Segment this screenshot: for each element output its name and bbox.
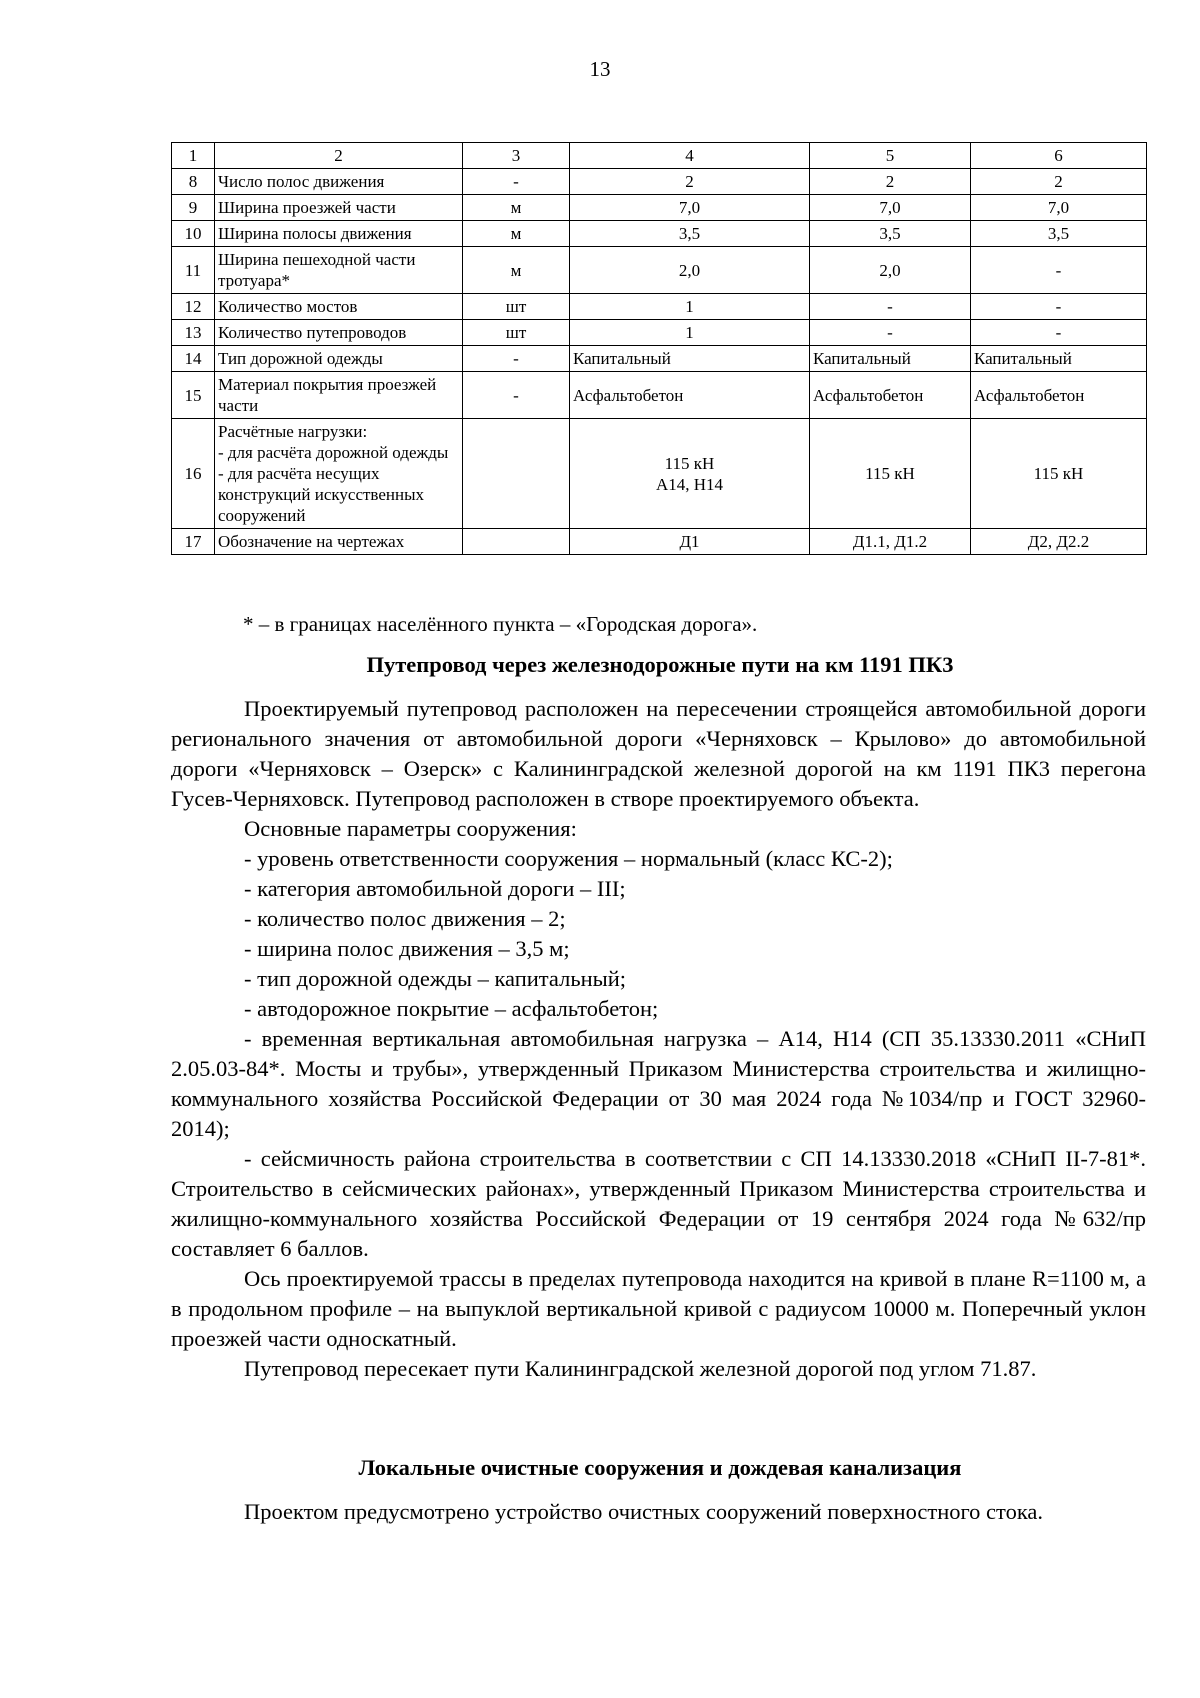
row-value bbox=[570, 419, 810, 529]
list-item: - автодорожное покрытие – асфальтобетон; bbox=[244, 996, 659, 1021]
paragraph: Основные параметры сооружения: bbox=[244, 816, 577, 841]
row-value: Д1.1, Д1.2 bbox=[810, 529, 971, 555]
row-number: 12 bbox=[172, 294, 215, 320]
row-number: 17 bbox=[172, 529, 215, 555]
parameters-table bbox=[171, 142, 1147, 555]
row-value: - bbox=[810, 320, 971, 346]
row-number: 9 bbox=[172, 195, 215, 221]
table-cell: 4 bbox=[570, 143, 810, 169]
row-value: Асфальтобетон bbox=[971, 372, 1147, 419]
row-name-line: - для расчёта несущих конструкций искусственных сооружений bbox=[218, 464, 425, 525]
row-value: - bbox=[971, 247, 1147, 294]
row-value: - bbox=[810, 294, 971, 320]
row-name: Материал покрытия проезжей части bbox=[215, 372, 463, 419]
row-name-line: Расчётные нагрузки: bbox=[218, 422, 368, 441]
paragraph: Проектируемый путепровод расположен на пересечении строящейся автомобильной дороги регионального значения от автомобильной дороги «Черняховск – Крылово» до автомобильной дороги «Черняховск – Озерск» с Калининградской железной дорогой на км 1191 ПК3 перегона Гусев-Черняховск. Путепровод расположен в створе проектируемого объекта. bbox=[171, 696, 1146, 811]
section-body-treatment bbox=[171, 1497, 1146, 1527]
row-value: Капитальный bbox=[971, 346, 1147, 372]
row-number: 13 bbox=[172, 320, 215, 346]
table-cell: 3 bbox=[463, 143, 570, 169]
page-number: 13 bbox=[589, 57, 611, 81]
table-row bbox=[172, 221, 1147, 247]
row-value: Капитальный bbox=[570, 346, 810, 372]
paragraph: Проектом предусмотрено устройство очистных сооружений поверхностного стока. bbox=[244, 1499, 1044, 1524]
section-heading-overpass: Путепровод через железнодорожные пути на км 1191 ПК3 bbox=[366, 652, 954, 677]
row-value: 1 bbox=[570, 294, 810, 320]
row-name: Количество мостов bbox=[215, 294, 463, 320]
row-value: Капитальный bbox=[810, 346, 971, 372]
row-unit: - bbox=[463, 372, 570, 419]
row-name: Количество путепроводов bbox=[215, 320, 463, 346]
table-cell: 1 bbox=[172, 143, 215, 169]
row-value: 2 bbox=[971, 169, 1147, 195]
row-value: - bbox=[971, 294, 1147, 320]
row-name: Ширина проезжей части bbox=[215, 195, 463, 221]
row-unit: - bbox=[463, 346, 570, 372]
row-name: Число полос движения bbox=[215, 169, 463, 195]
row-value: Д1 bbox=[570, 529, 810, 555]
table-row bbox=[172, 169, 1147, 195]
row-value: 2,0 bbox=[570, 247, 810, 294]
row-number: 16 bbox=[172, 419, 215, 529]
row-value: 2 bbox=[810, 169, 971, 195]
list-item: - ширина полос движения – 3,5 м; bbox=[244, 936, 570, 961]
list-item: - тип дорожной одежды – капитальный; bbox=[244, 966, 627, 991]
row-value: 7,0 bbox=[570, 195, 810, 221]
table-cell: 2 bbox=[215, 143, 463, 169]
section-body-overpass bbox=[171, 694, 1146, 1384]
row-unit: шт bbox=[463, 320, 570, 346]
row-number: 11 bbox=[172, 247, 215, 294]
row-number: 8 bbox=[172, 169, 215, 195]
row-number: 15 bbox=[172, 372, 215, 419]
table-row bbox=[172, 320, 1147, 346]
row-unit: м bbox=[463, 221, 570, 247]
row-name: Обозначение на чертежах bbox=[215, 529, 463, 555]
list-item: - временная вертикальная автомобильная нагрузка – А14, Н14 (СП 35.13330.2011 «СНиП 2.05.03-84*. Мосты и трубы», утвержденный Приказом Министерства строительства и жилищно-коммунального хозяйства Российской Федерации от 30 мая 2024 года №1034/пр и ГОСТ 32960-2014); bbox=[171, 1026, 1146, 1141]
table-row bbox=[172, 419, 1147, 529]
row-value: 1 bbox=[570, 320, 810, 346]
row-value: 7,0 bbox=[971, 195, 1147, 221]
row-value: 2,0 bbox=[810, 247, 971, 294]
row-unit: - bbox=[463, 169, 570, 195]
row-unit bbox=[463, 529, 570, 555]
row-value-line: 115 кН bbox=[664, 453, 715, 473]
row-unit: м bbox=[463, 247, 570, 294]
list-item: - категория автомобильной дороги – III; bbox=[244, 876, 626, 901]
paragraph: Ось проектируемой трассы в пределах путепровода находится на кривой в плане R=1100 м, а в продольном профиле – на выпуклой вертикальной кривой с радиусом 10000 м. Поперечный уклон проезжей части односкатный. bbox=[171, 1266, 1146, 1351]
row-number: 14 bbox=[172, 346, 215, 372]
row-value: 3,5 bbox=[810, 221, 971, 247]
table-row bbox=[172, 372, 1147, 419]
table-row bbox=[172, 247, 1147, 294]
table-header-row bbox=[172, 143, 1147, 169]
row-value: 3,5 bbox=[971, 221, 1147, 247]
row-name: Тип дорожной одежды bbox=[215, 346, 463, 372]
table-row bbox=[172, 346, 1147, 372]
row-value: Асфальтобетон bbox=[570, 372, 810, 419]
row-value: 2 bbox=[570, 169, 810, 195]
section-heading-treatment: Локальные очистные сооружения и дождевая канализация bbox=[358, 1455, 962, 1480]
table-row bbox=[172, 195, 1147, 221]
row-number: 10 bbox=[172, 221, 215, 247]
row-name: Ширина полосы движения bbox=[215, 221, 463, 247]
row-value: 3,5 bbox=[570, 221, 810, 247]
row-name bbox=[215, 419, 463, 529]
row-value: 115 кН bbox=[810, 419, 971, 529]
table-row bbox=[172, 294, 1147, 320]
row-value: Д2, Д2.2 bbox=[971, 529, 1147, 555]
table-footnote: * – в границах населённого пункта – «Городская дорога». bbox=[243, 612, 758, 636]
row-unit: шт bbox=[463, 294, 570, 320]
list-item: - количество полос движения – 2; bbox=[244, 906, 566, 931]
paragraph: Путепровод пересекает пути Калининградской железной дорогой под углом 71.87. bbox=[244, 1356, 1037, 1381]
row-value-line: А14, Н14 bbox=[655, 474, 724, 494]
row-unit bbox=[463, 419, 570, 529]
table-row bbox=[172, 529, 1147, 555]
row-value: 115 кН bbox=[971, 419, 1147, 529]
table-cell: 6 bbox=[971, 143, 1147, 169]
row-unit: м bbox=[463, 195, 570, 221]
row-value: - bbox=[971, 320, 1147, 346]
row-value: Асфальтобетон bbox=[810, 372, 971, 419]
list-item: - сейсмичность района строительства в соответствии с СП 14.13330.2018 «СНиП II-7-81*. Строительство в сейсмических районах», утвержденный Приказом Министерства строительства и жилищно-коммунального хозяйства Российской Федерации от 19 сентября 2024 года №632/пр составляет 6 баллов. bbox=[171, 1146, 1146, 1261]
list-item: - уровень ответственности сооружения – нормальный (класс КС-2); bbox=[244, 846, 893, 871]
table-cell: 5 bbox=[810, 143, 971, 169]
row-name: Ширина пешеходной части тротуара* bbox=[215, 247, 463, 294]
row-name-line: - для расчёта дорожной одежды bbox=[218, 443, 449, 462]
row-value: 7,0 bbox=[810, 195, 971, 221]
